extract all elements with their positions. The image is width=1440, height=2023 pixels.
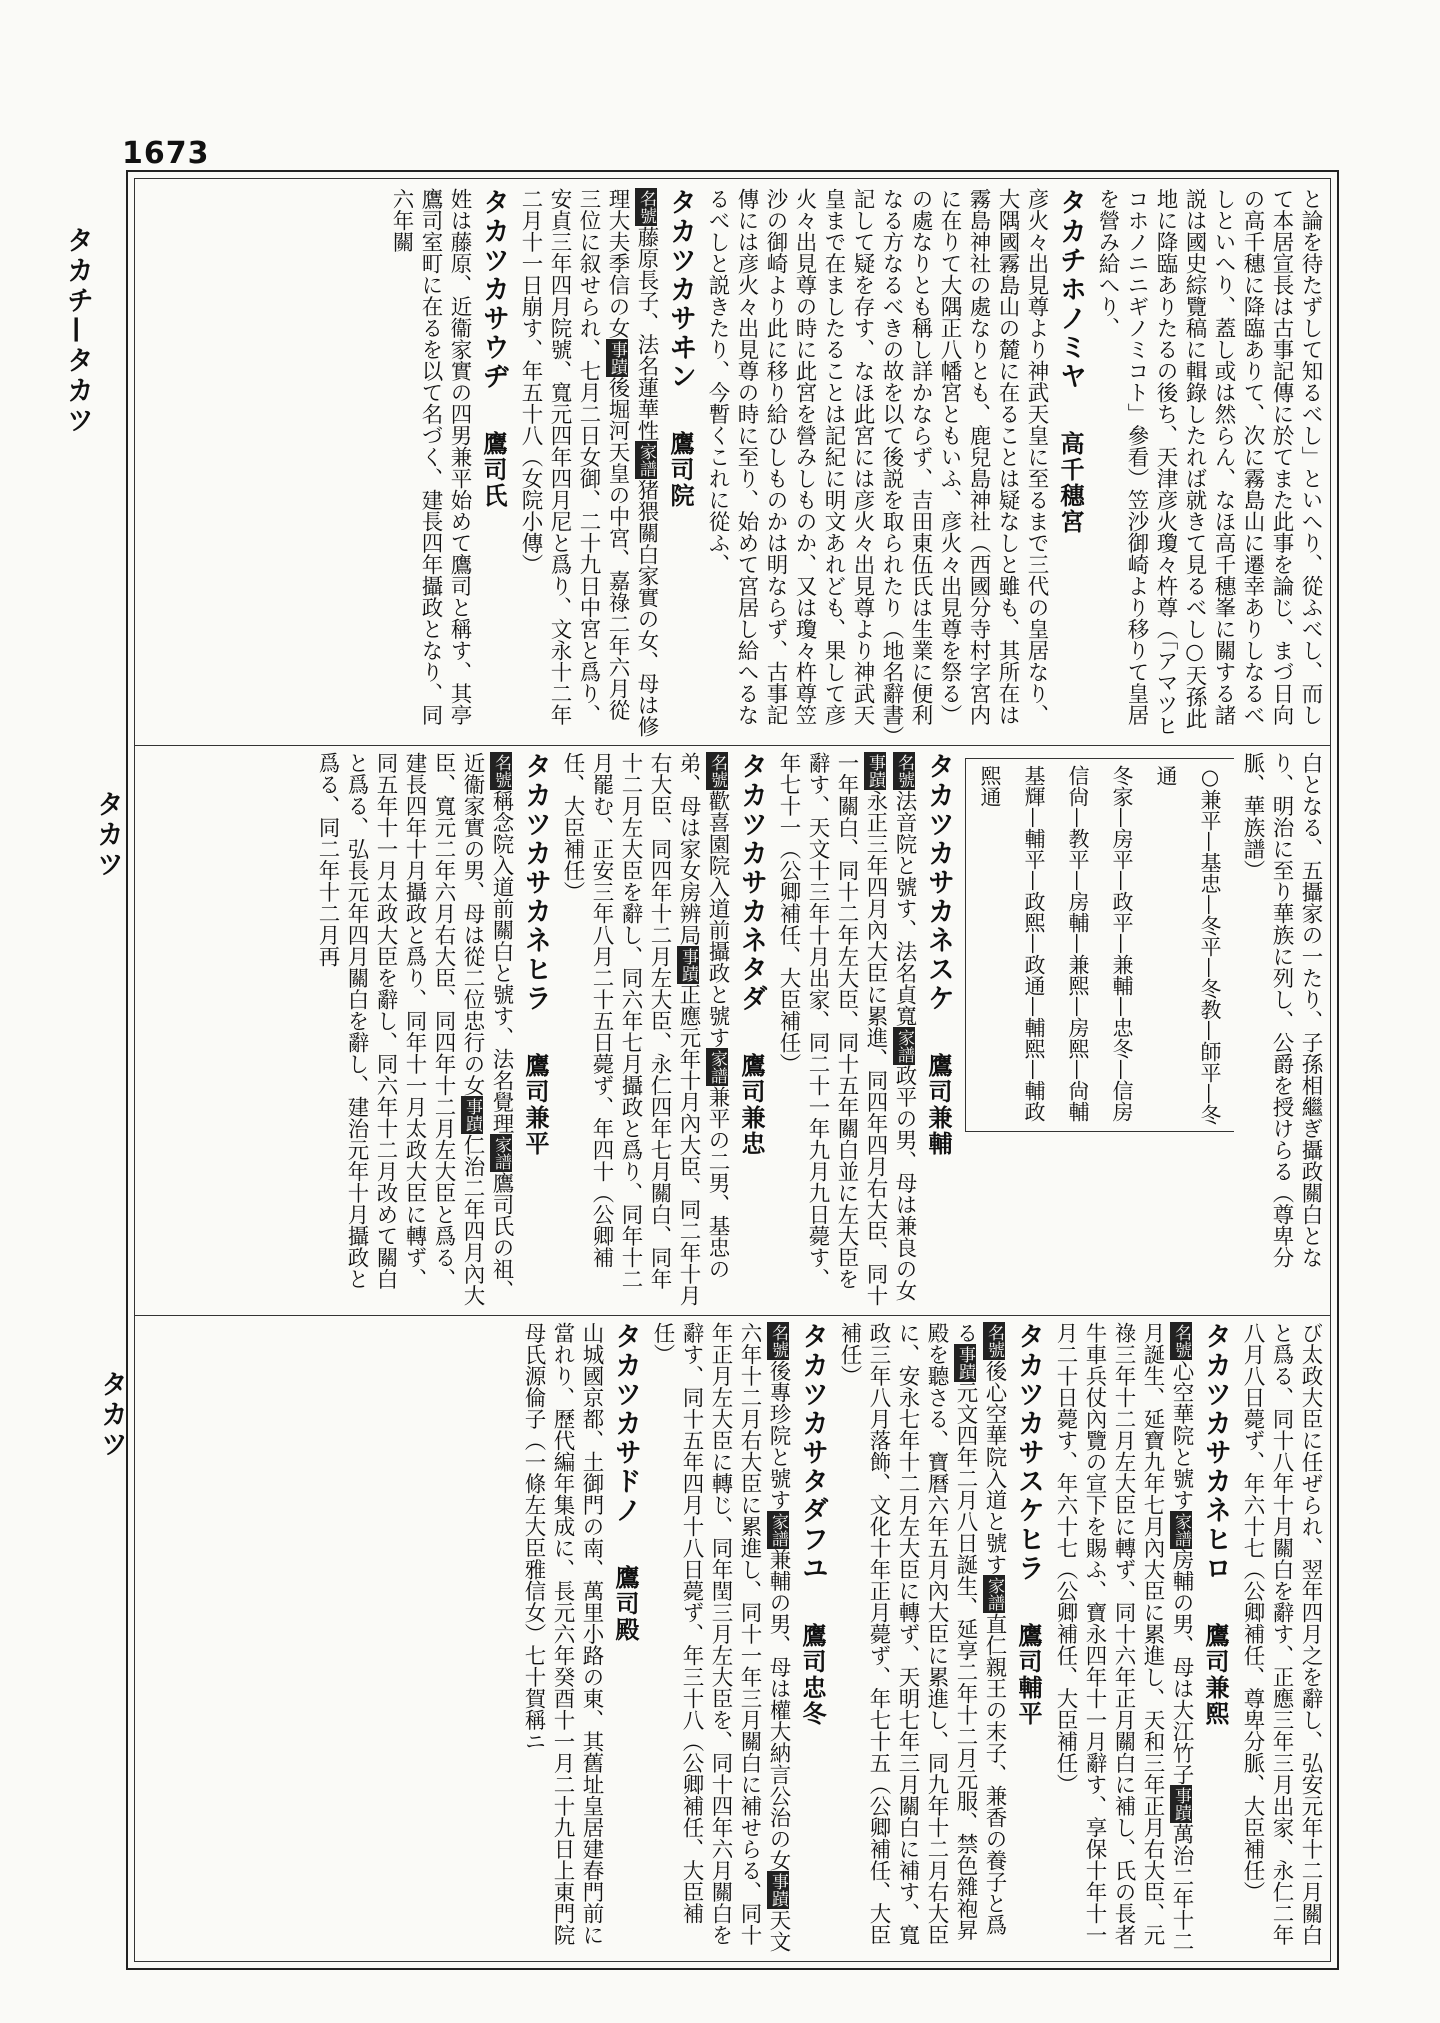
section-divider (134, 745, 1331, 746)
section-marker-badge: 名號 (491, 754, 511, 788)
entry-headword: タカツカサヰン鷹司院 (661, 188, 699, 738)
entry-body: 政平の男、母は兼良の女 (892, 1064, 917, 1301)
section-marker-badge: 事蹟 (865, 754, 885, 788)
dictionary-entry (703, 188, 1089, 738)
dictionary-entry (387, 188, 512, 738)
entry-body: 永正三年四月內大臣に累進、同四年四月右大臣、同十一年關白、同十二年左大臣、同十五年關白並に左大臣を辭す、天文十三年十月出家、同二十一年九月九日薨す、年七十一（公卿補任、大臣補任） (776, 752, 888, 1306)
entry-kanji: 鷹司兼忠 (737, 1053, 766, 1157)
entry-kanji: 高千穗宮 (1056, 431, 1085, 535)
entry-body: 房輔の男、母は大江竹子 (1169, 1548, 1194, 1785)
entry-headword: タカツカサウヂ鷹司氏 (474, 188, 512, 738)
entry-body: 天文六年十二月右大臣に累進し、同十一年三月關白に補せらる、同十年正月左大臣に轉じ、同年閏三月左大臣を、同十四年六月關白を辭す、同十五年四月十八日薨ず、年三十八（公卿補任、大臣補任） (650, 1322, 791, 1952)
entry-body: 心空華院と號す (1169, 1360, 1194, 1511)
text-section-top (142, 188, 1325, 738)
section-marker-badge: 事蹟 (462, 1098, 482, 1132)
section-marker-badge: 事蹟 (955, 1345, 975, 1380)
entry-body: 彦火々出見尊より神武天皇に至るまで三代の皇居なり、大隅國霧島山の麓に在ることは疑なしと雖も、其所在は霧島神社の處なりとも、鹿兒島神社（西國分寺村字宮内に在りて大隅正八幡宮ともいふ、彦火々出見尊を祭る）の處なりとも稱し詳かならず、吉田東伍氏は生業に便利なる方なるべきの故を以て後説を取られたり（地名辭書）記して疑を存す、なほ此宮には彦火々出見尊より神武天皇まで在ましたることは記紀に明文あれども、果して彦火々出見尊の時に此宮を營みしものか、又は瓊々杵尊笠沙の御崎より此に移り給ひしものかは明ならず、古事記傳には彦火々出見尊の時に至り、始めて宮居し給へるなるべしと説きたり、今暫くこれに從ふ、 (705, 188, 1049, 737)
entry-body: 法音院と號す、法名貞寬 (892, 790, 917, 1027)
section-marker-badge: 家譜 (707, 1050, 727, 1084)
running-head-label: タカチ—タカツ (62, 226, 93, 436)
entry-kanji: 鷹司氏 (479, 431, 508, 509)
section-marker-badge: 家譜 (894, 1028, 914, 1063)
entry-kanji: 鷹司輔平 (1014, 1623, 1043, 1727)
section-marker-badge: 家譜 (1171, 1512, 1191, 1547)
dictionary-entry (648, 1322, 831, 1952)
entry-body: 元文四年二月八日誕生、延享二年十二月元服、禁色雜袍昇殿を聽さる、寶曆六年五月內大臣に累進し、同九年十二月右大臣に、安永七年十二月左大臣に轉ず、天明七年三月關白に補す、寬政三年八月落飾、文化十年正月薨ず、年七十五（公卿補任、大臣補任） (837, 1322, 978, 1946)
entry-body: 姓は藤原、近衞家實の四男兼平始めて鷹司と稱す、其亭鷹司室町に在るを以て名づく、建長四年攝政となり、同六年關 (389, 188, 472, 726)
section-marker-badge: 名號 (636, 190, 656, 224)
entry-body: 直仁親王の末子、兼香の養子と爲る (953, 1322, 1007, 1936)
genealogy-line: 熙通 (978, 765, 1002, 807)
dictionary-entry (313, 752, 554, 1307)
section-divider (134, 1315, 1331, 1316)
section-marker-badge: 事蹟 (768, 1873, 788, 1907)
entry-body: 後心空華院入道と號す (982, 1360, 1007, 1575)
entry-body: 後堀河天皇の中宮、嘉祿二年六月從三位に叙せられ、七月二日女御、二十九日中宮と爲り、安貞三年四月院號、寬元四年四月尼と爲り、文永十二年二月十一日崩す、年五十八（女院小傳） (518, 188, 630, 726)
entry-body: 稱念院入道前關白と號す、法名覺理 (489, 790, 514, 1134)
entry-headword: タカチホノミヤ高千穗宮 (1051, 188, 1089, 738)
entry-body: 後專珍院と號す (766, 1360, 791, 1511)
genealogy-table (965, 758, 1234, 1132)
genealogy-line: ○兼平—基忠—冬平—冬教—師平—冬通 (1154, 765, 1222, 1125)
section-marker-badge: 名號 (768, 1324, 788, 1358)
dictionary-entry (516, 188, 699, 738)
text-section-middle (142, 752, 1325, 1307)
paragraph: と論を待たずして知るべし」といへり、從ふべし、而して本居宣長は古事記傳に於てまた此事を論じ、まづ日向の高千穗に降臨ありて、次に霧島山に遷幸ありしなるべしといへり、蓋し或は然らん、なほ高千穗峯に關する諸説は國史綜覽稿に輯錄したれば就きて見るべし○天孫此地に降臨ありたるの後ち、天津彦火瓊々杵尊（「アマツヒコホノニニギノミコト」參看）笠沙御崎より移りて皇居を營み給へり、 (1095, 188, 1323, 737)
entry-body: 正應元年十月內大臣、同二年十月右大臣、同四年十二月左大臣、永仁四年七月關白、同年十二月左大臣を辭し、同六年七月攝政と爲り、同年十二月罷む、正安三年八月二十五日薨ず、年四十（公卿補任、大臣補任） (560, 752, 701, 1306)
entry-body: 猪猥關白家實の女、母は修理大夫季信の女 (605, 188, 659, 737)
entry-kanji: 鷹司兼平 (521, 1053, 550, 1157)
entry-body: 藤原長子、法名蓮華性 (634, 226, 659, 441)
entry-kanji: 鷹司兼輔 (924, 1053, 953, 1157)
section-marker-badge: 名號 (1171, 1324, 1191, 1358)
entry-body: 兼輔の男、母は權大納言公治の女 (766, 1548, 791, 1871)
entry-kanji: 鷹司忠冬 (798, 1623, 827, 1727)
dictionary-entry (519, 1322, 644, 1952)
entry-body: 兼平の二男、基忠の弟、母は家女房辨局 (676, 752, 730, 1280)
dictionary-entry (774, 752, 957, 1307)
section-marker-badge: 事蹟 (678, 947, 698, 982)
entry-headword: タカツカサカネヒロ鷹司兼熙 (1196, 1322, 1234, 1952)
section-marker-badge: 名號 (894, 754, 914, 788)
entry-body: 歡喜園院入道前攝政と號す (705, 790, 730, 1048)
entry-body: 萬治二年十二月誕生、延寶九年七月內大臣に累進し、天和三年正月右大臣、元祿三年十二月左大臣に轉ず、同十六年正月關白に補し、氏の長者牛車兵仗內覽の宣下を賜ふ、寶永四年十一月辭す、享保十年十一月二十日薨す、年六十七（公卿補任、大臣補任） (1053, 1322, 1194, 1952)
genealogy-line: 信尙—教平—房輔—兼熙—房熙—尙輔 (1066, 765, 1090, 1122)
dictionary-entry (1051, 1322, 1234, 1952)
entry-headword: タカツカサスケヒラ鷹司輔平 (1009, 1322, 1047, 1952)
entry-kanji: 鷹司院 (666, 431, 695, 509)
section-marker-badge: 家譜 (636, 443, 656, 477)
page-number: 1673 (122, 136, 210, 171)
entry-body: 仁治二年四月內大臣、寬元二年六月右大臣、同四年十二月左大臣と爲る、建長四年十月攝政と爲り、同年十一月太政大臣に轉ず、同五年十一月太政大臣を辭し、同六年十二月改めて關白と爲る、弘長元年四月關白を辭し、建治元年十月攝政と爲る、同二年十二月再 (315, 752, 485, 1306)
section-marker-badge: 家譜 (491, 1136, 511, 1170)
section-marker-badge: 名號 (707, 754, 727, 788)
genealogy-line: 基輝—輔平—政熙—政通—輔熙—輔政 (1022, 765, 1046, 1122)
section-marker-badge: 事蹟 (607, 340, 627, 375)
text-section-bottom (142, 1322, 1325, 1952)
section-marker-badge: 名號 (984, 1324, 1004, 1358)
section-marker-badge: 家譜 (768, 1512, 788, 1547)
entry-kanji: 鷹司殿 (611, 1565, 640, 1643)
dictionary-entry (835, 1322, 1047, 1952)
entry-body: 山城國京都、土御門の南、萬里小路の東、其舊址皇居建春門前に當れり、歷代編年集成に、長元六年癸酉十一月二十九日上東門院母氏源倫子（一條左大臣雅信女）七十賀稱ニ (521, 1322, 604, 1946)
running-head-label: タカツ (92, 790, 123, 880)
entry-body: 鷹司氏の祖、近衞家實の男、母は從二位忠行の女 (460, 752, 514, 1301)
running-head-label: タカツ (96, 1370, 127, 1460)
entry-headword: タカツカサカネタダ鷹司兼忠 (732, 752, 770, 1307)
section-marker-badge: 事蹟 (1171, 1787, 1191, 1821)
entry-headword: タカツカサカネヒラ鷹司兼平 (516, 752, 554, 1307)
entry-headword: タカツカサカネスケ鷹司兼輔 (919, 752, 957, 1307)
paragraph: び太政大臣に任ぜられ、翌年四月之を辭し、弘安元年十二月關白と爲る、同十八年十月關白を辭す、正應三年三月出家、永仁二年八月八日薨ず、年六十七（公卿補任、尊卑分脈、大臣補任） (1240, 1322, 1323, 1946)
dictionary-entry (558, 752, 770, 1307)
genealogy-line: 冬家—房平—政平—兼輔—忠冬—信房 (1110, 765, 1134, 1122)
entry-headword: タカツカサタダフユ鷹司忠冬 (793, 1322, 831, 1952)
entry-kanji: 鷹司兼熙 (1201, 1623, 1230, 1727)
section-marker-badge: 家譜 (984, 1577, 1004, 1611)
entry-headword: タカツカサドノ鷹司殿 (606, 1322, 644, 1952)
paragraph: 白となる、五攝家の一たり、子孫相繼ぎ攝政關白となり、明治に至り華族に列し、公爵を授けらる（尊卑分脈、華族譜） (1240, 752, 1323, 1268)
